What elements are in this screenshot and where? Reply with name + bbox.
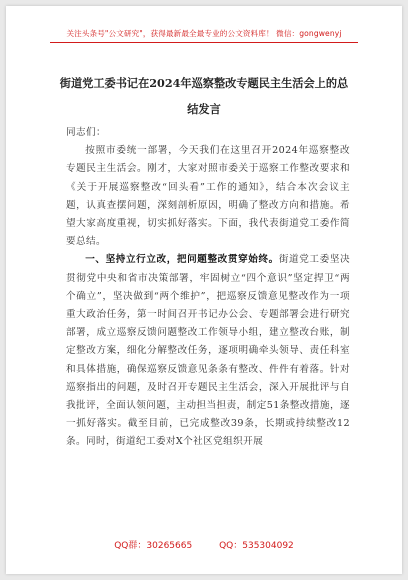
promo-banner: 关注头条号"公文研究"，获得最新最全最专业的公文资料库！ 微信：gongwenyj xyxy=(66,29,342,38)
document-title: 街道党工委书记在2024年巡察整改专题民主生活会上的总结发言 xyxy=(59,76,349,116)
document-body xyxy=(66,124,350,452)
footer-contact xyxy=(6,538,402,551)
salutation: 同志们： xyxy=(66,127,106,138)
footer-qq-group: QQ群：30265665 xyxy=(114,541,193,551)
intro-paragraph: 按照市委统一部署，今天我们在这里召开2024年巡察整改专题民主生活会。刚才，大家对照市委关于巡察工作整改要求和《关于开展巡察整改“回头看”工作的通知》，结合本次会议主题，认真查摆问题，深刻剖析原因，明确了整改方向和措施。希望大家高度重视，切实抓好落实。下面，我代表街道党工委作简要总结。 xyxy=(66,145,350,248)
section-1-heading: 一、坚持立行立改，把问题整改贯穿始终。 xyxy=(85,254,279,266)
header-divider xyxy=(50,42,358,43)
section-1-paragraph xyxy=(66,251,350,451)
footer-qq-number: QQ：535304092 xyxy=(219,541,294,551)
section-1-body: 街道党工委坚决贯彻党中央和省市决策部署，牢固树立“四个意识”坚定捍卫“两个确立”，坚决做到“两个维护”，把巡察反馈意见整改作为一项重大政治任务，第一时间召开书记办公会、专题部署会进行研究部署，成立巡察反馈问题整改工作领导小组，建立整改台账，制定整改方案，细化分解整改任务，逐项明确牵头领导、责任科室和具体措施，确保巡察反馈意见条条有整改、件件有着落。针对巡察指出的问题，及时召开专题民主生活会，深入开展批评与自我批评，全面认领问题，主动担当担责，制定51条整改措施，逐一抓好落实。截至目前，已完成整改39条，长期或持续整改12条。同时，街道纪工委对X个社区党组织开展 xyxy=(66,254,350,448)
document-page xyxy=(6,6,402,574)
